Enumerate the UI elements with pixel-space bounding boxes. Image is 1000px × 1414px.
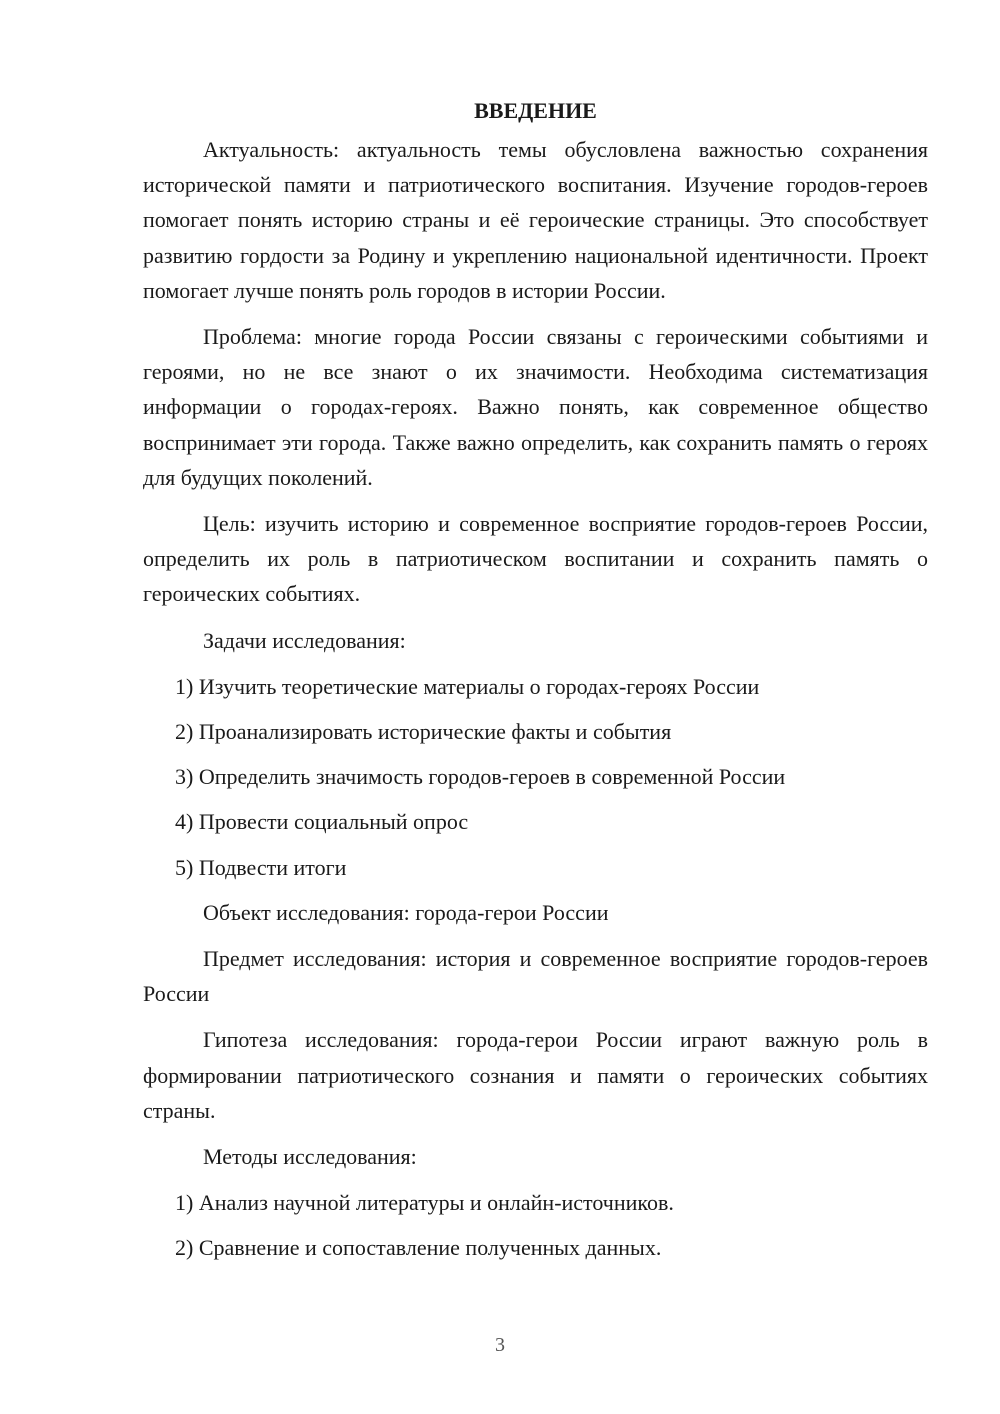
object-paragraph: Объект исследования: города-герои России [203,899,609,925]
methods-heading: Методы исследования: [203,1144,417,1170]
list-item: 1) Изучить теоретические материалы о городах-героях России [175,673,760,699]
methods-list [143,1185,928,1265]
tasks-heading: Задачи исследования: [203,627,406,653]
relevance-paragraph: Актуальность: актуальность темы обусловлена важностью сохранения исторической памяти и патриотического воспитания. Изучение городов-героев помогает понять историю страны и её героические страницы. Это способствует развитию гордости за Родину и укреплению национальной идентичности. Проект помогает лучше понять роль городов в истории России. [143,137,928,303]
list-item: 3) Определить значимость городов-героев в современной России [175,764,786,790]
list-item: 2) Проанализировать исторические факты и события [175,719,672,745]
problem-paragraph: Проблема: многие города России связаны с героическими событиями и героями, но не все знают о их значимости. Необходима систематизация информации о городах-героях. Важно понять, как современное общество воспринимает эти города. Также важно определить, как сохранить память о героях для будущих поколений. [143,324,928,490]
goal-paragraph: Цель: изучить историю и современное восприятие городов-героев России, определить их роль в патриотическом воспитании и сохранить память о героических событиях. [143,511,928,607]
list-item: 5) Подвести итоги [175,854,347,880]
tasks-list [143,669,928,885]
page-number: 3 [495,1334,505,1356]
document-page [143,96,928,1276]
hypothesis-paragraph: Гипотеза исследования: города-герои России играют важную роль в формировании патриотического сознания и памяти о героических событиях страны. [143,1027,928,1123]
list-item: 2) Сравнение и сопоставление полученных данных. [175,1235,662,1261]
list-item: 1) Анализ научной литературы и онлайн-источников. [175,1190,674,1216]
list-item: 4) Провести социальный опрос [175,809,469,835]
subject-paragraph: Предмет исследования: история и современное восприятие городов-героев России [143,946,928,1007]
section-title: ВВЕДЕНИЕ [474,98,597,123]
